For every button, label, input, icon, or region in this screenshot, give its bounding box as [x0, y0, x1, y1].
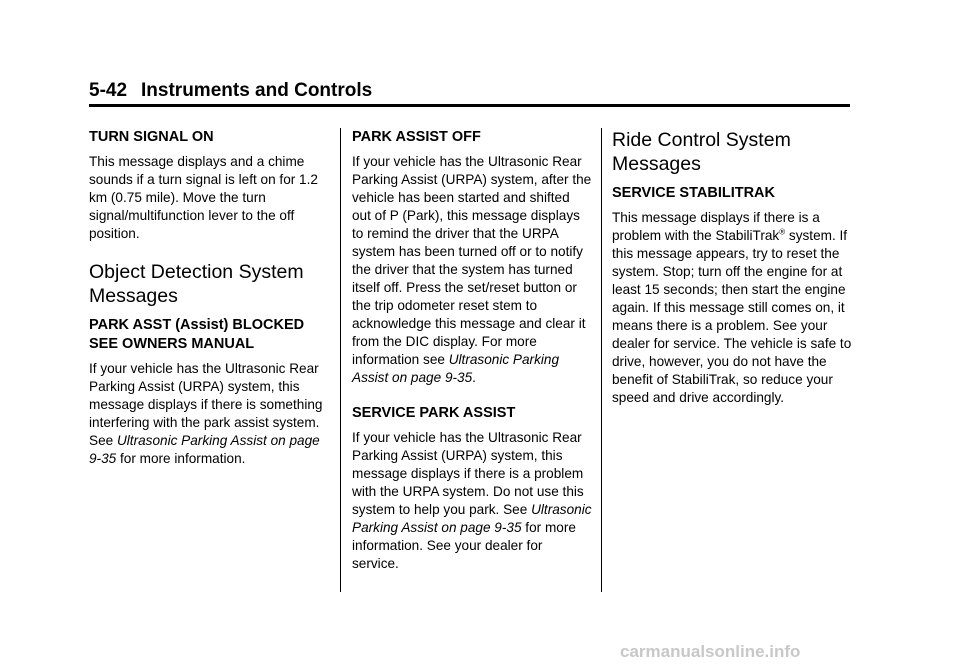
- section-title: Instruments and Controls: [141, 80, 373, 101]
- text: for more information.: [116, 451, 246, 466]
- column-1: [89, 128, 334, 485]
- text: If your vehicle has the Ultrasonic Rear Parking Assist (URPA) system, this message displays if there is a problem with the URPA system. Do not use this system to help you park. See: [352, 430, 584, 517]
- paragraph-turn-signal: This message displays and a chime sounds if a turn signal is left on for 1.2 km (0.75 mile). Move the turn signal/multifunction lever to the off position.: [89, 154, 318, 241]
- column-divider-2: [601, 128, 602, 592]
- text: This message displays if there is a problem with the StabiliTrak: [612, 210, 820, 243]
- column-2: [352, 128, 592, 590]
- column-divider-1: [340, 128, 341, 592]
- link-ultrasonic-parking-assist[interactable]: Ultrasonic Parking Assist on page 9‑35: [352, 502, 592, 535]
- heading-ride-control: Ride Control System Messages: [612, 129, 791, 175]
- paragraph-service-stabilitrak: [612, 209, 854, 407]
- heading-object-detection: Object Detection System Messages: [89, 261, 304, 307]
- paragraph-service-park-assist: [352, 429, 592, 573]
- link-ultrasonic-parking-assist[interactable]: Ultrasonic Parking Assist on page 9‑35: [89, 433, 320, 466]
- watermark: carmanualsonline.info: [620, 642, 801, 661]
- paragraph-park-asst-blocked: [89, 360, 334, 468]
- text: If your vehicle has the Ultrasonic Rear Parking Assist (URPA) system, this message displays if there is something interfering with the park assist system. See: [89, 361, 323, 448]
- page-number: 5-42: [89, 80, 128, 101]
- link-ultrasonic-parking-assist[interactable]: Ultrasonic Parking Assist on page 9‑35: [352, 352, 560, 385]
- heading-park-asst-blocked: PARK ASST (Assist) BLOCKED SEE OWNERS MANUAL: [89, 317, 305, 352]
- text: for more information. See your dealer for service.: [352, 520, 576, 571]
- paragraph-park-assist-off: [352, 153, 592, 387]
- registered-mark: ®: [779, 227, 786, 237]
- heading-turn-signal-on: TURN SIGNAL ON: [89, 129, 214, 145]
- column-3: [612, 128, 854, 424]
- heading-service-stabilitrak: SERVICE STABILITRAK: [612, 185, 776, 201]
- header-rule: [89, 104, 850, 107]
- page-header: [89, 80, 372, 102]
- text: .: [472, 370, 476, 385]
- text: If your vehicle has the Ultrasonic Rear Parking Assist (URPA) system, after the vehicle has been started and shifted out of P (Park), this message displays to remind the driver that the URPA system has been turned off or to notify the driver that the system has turned itself off. Press the set/reset button or the trip odometer reset stem to acknowledge this message and clear it from the DIC display. For more information see: [352, 154, 592, 367]
- heading-park-assist-off: PARK ASSIST OFF: [352, 129, 481, 145]
- text: system. If this message appears, try to reset the system. Stop; turn off the engine for at least 15 seconds; then start the engine again. If this message still comes on, it means there is a problem. See your dealer for service. The vehicle is safe to drive, however, you do not have the benefit of StabiliTrak, so reduce your speed and drive accordingly.: [612, 228, 852, 405]
- heading-service-park-assist: SERVICE PARK ASSIST: [352, 405, 516, 421]
